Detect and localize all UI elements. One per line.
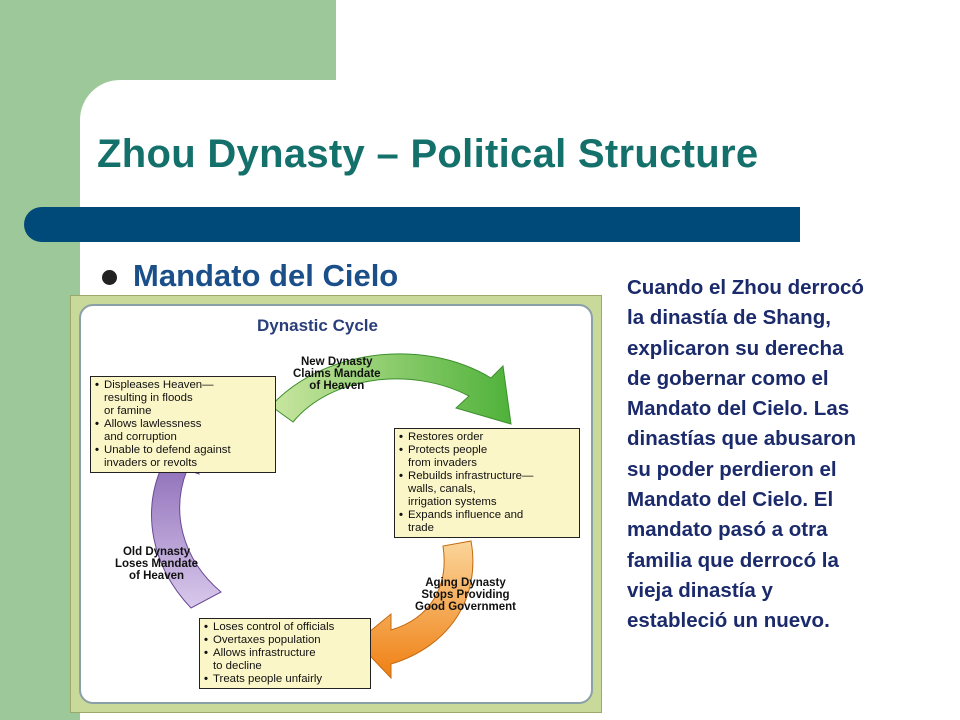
- text-line: Mandato del Cielo. El: [627, 488, 834, 512]
- box-line: Rebuilds infrastructure—: [408, 470, 534, 482]
- stage-label: of Heaven: [309, 380, 365, 392]
- text-line: la dinastía de Shang,: [627, 306, 831, 330]
- box-line: Allows infrastructure: [213, 647, 316, 659]
- text-line: vieja dinastía y: [627, 578, 773, 602]
- box-line: Allows lawlessness: [104, 418, 202, 430]
- text-line: mandato pasó a otra: [627, 518, 828, 542]
- text-line: de gobernar como el: [627, 366, 829, 390]
- text-line: estableció un nuevo.: [627, 609, 830, 633]
- diagram-title: Dynastic Cycle: [257, 316, 378, 335]
- stage-label: Old Dynasty: [122, 546, 191, 558]
- dynastic-cycle-diagram: [70, 295, 602, 713]
- stage-aging-dynasty: [415, 577, 516, 613]
- box-new-dynasty-actions: • Restores order • Protects people from invaders • Rebuilds infrastructure— walls, canals, irrigation systems • Expands influence and trade: [394, 428, 580, 538]
- text-line: Mandato del Cielo. Las: [627, 397, 850, 421]
- box-line: resulting in floods: [104, 392, 193, 404]
- text-line: su poder perdieron el: [627, 457, 837, 481]
- box-line: from invaders: [408, 457, 478, 469]
- stage-old-dynasty: [115, 546, 198, 582]
- box-line: Unable to defend against: [104, 444, 231, 456]
- box-line: Protects people: [408, 444, 488, 456]
- explanation-text: [627, 273, 947, 637]
- stage-label: Aging Dynasty: [425, 577, 506, 589]
- stage-label: Good Government: [415, 601, 516, 613]
- box-line: or famine: [104, 405, 152, 417]
- text-line: familia que derrocó la: [627, 548, 839, 572]
- bullet-heading: Mandato del Cielo: [133, 258, 399, 293]
- box-line: invaders or revolts: [104, 457, 198, 469]
- stage-label: New Dynasty: [300, 356, 373, 368]
- text-line: dinastías que abusaron: [627, 427, 856, 451]
- stage-new-dynasty: [293, 356, 381, 392]
- text-line: explicaron su derecha: [627, 336, 844, 360]
- slide-title: Zhou Dynasty – Political Structure: [97, 132, 759, 176]
- stage-label: Stops Providing: [421, 589, 510, 601]
- stage-label: of Heaven: [129, 570, 185, 582]
- box-line: Displeases Heaven—: [104, 379, 214, 391]
- box-line: walls, canals,: [408, 483, 476, 495]
- title-underline-bar: [24, 207, 800, 242]
- box-aging-dynasty-failures: • Loses control of officials • Overtaxes population • Allows infrastructure to decline • Treats people unfairly: [199, 618, 371, 689]
- text-line: Cuando el Zhou derrocó: [627, 276, 864, 299]
- box-line: and corruption: [104, 431, 177, 443]
- bullet-dot: [102, 270, 117, 285]
- box-line: trade: [408, 522, 434, 534]
- box-old-dynasty-causes: • Displeases Heaven— resulting in floods or famine • Allows lawlessness and corruption • Unable to defend against invaders or revolts: [90, 376, 276, 473]
- box-line: Restores order: [408, 431, 484, 443]
- box-line: Expands influence and: [408, 509, 524, 521]
- stage-label: Loses Mandate: [115, 558, 199, 570]
- box-line: Treats people unfairly: [213, 673, 323, 685]
- stage-label: Claims Mandate: [293, 368, 381, 380]
- box-line: Overtaxes population: [213, 634, 321, 646]
- box-line: irrigation systems: [408, 496, 497, 508]
- box-line: to decline: [213, 660, 262, 672]
- box-line: Loses control of officials: [213, 621, 335, 633]
